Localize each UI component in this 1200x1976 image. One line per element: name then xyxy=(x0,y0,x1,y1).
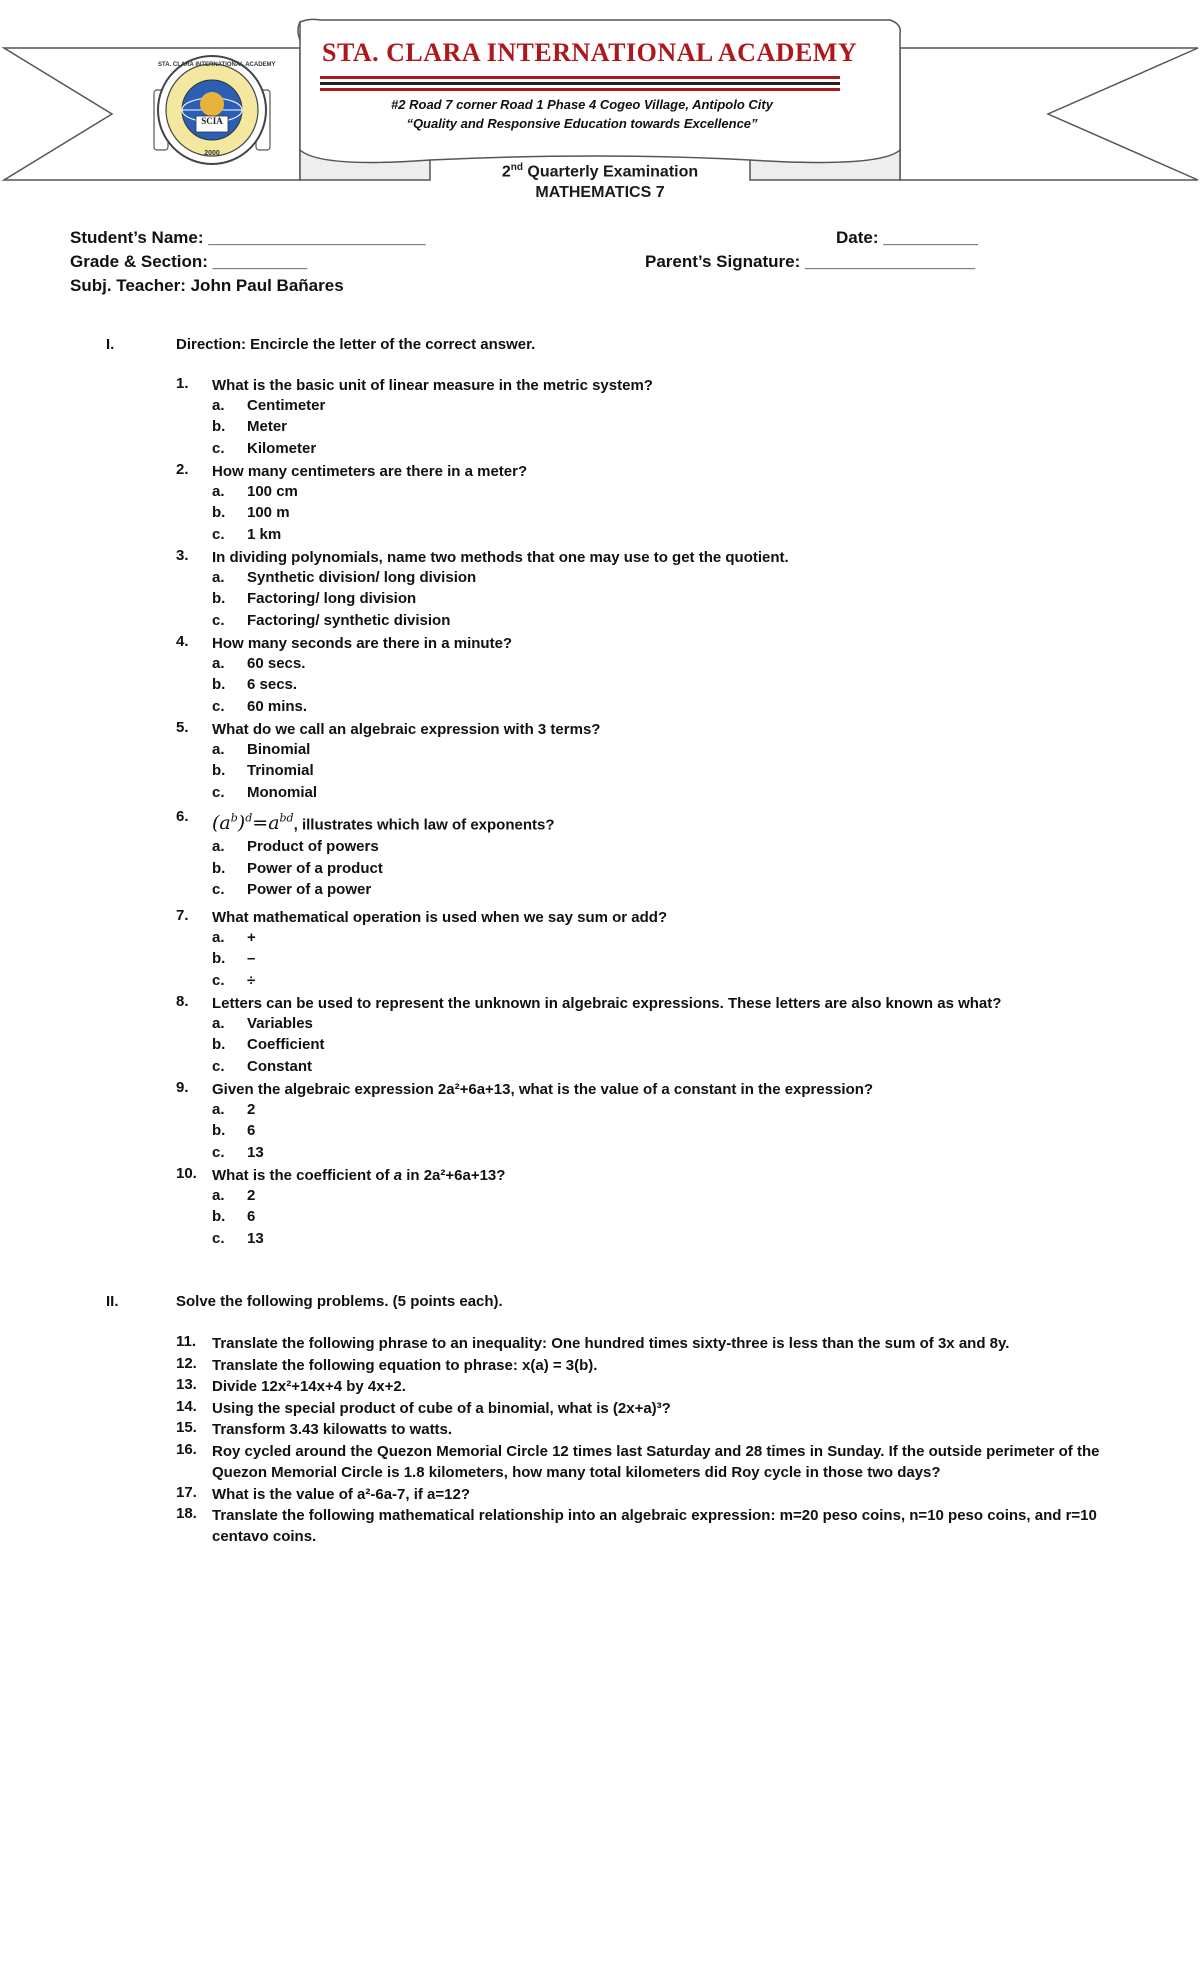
choice-text: Factoring/ long division xyxy=(247,590,417,607)
choice-letter: a. xyxy=(212,482,225,500)
formula-equals: = xyxy=(252,812,269,835)
formula-rhs-exp: bd xyxy=(279,812,294,825)
choice-text: 1 km xyxy=(247,525,282,543)
question-text-text-before: What is the coefficient of xyxy=(212,1167,394,1184)
formula-exp-outer: d xyxy=(245,812,253,825)
problem-text: Using the special product of cube of a binomial, what is (2x+a)³? xyxy=(212,1399,671,1417)
question-text-text-after: in 2a²+6a+13? xyxy=(402,1167,506,1184)
section-1-direction: Direction: Encircle the letter of the correct answer. xyxy=(176,336,536,353)
question-text: How many seconds are there in a minute? xyxy=(212,635,513,652)
problem-number: 18. xyxy=(176,1505,197,1522)
problem-text: Translate the following equation to phrase: x(a) = 3(b). xyxy=(212,1356,598,1374)
choice-letter: c. xyxy=(212,1057,225,1075)
choice-letter: c. xyxy=(212,1229,225,1247)
exponent-formula xyxy=(212,812,294,834)
choice-letter: b. xyxy=(212,1036,226,1053)
choice-text: 6 secs. xyxy=(247,676,298,693)
problem-text: Divide 12x²+14x+4 by 4x+2. xyxy=(212,1378,406,1395)
choice-text: Meter xyxy=(247,418,288,435)
question-text: Letters can be used to represent the unknown in algebraic expressions. These letters are also known as what? xyxy=(212,995,1002,1012)
formula-exp-inner: b xyxy=(230,812,238,825)
choice-letter: b. xyxy=(212,676,226,693)
choice-text: 60 mins. xyxy=(247,697,308,715)
choice-letter: b. xyxy=(212,762,226,779)
student-name-field[interactable]: Student’s Name: _______________________ xyxy=(70,228,426,247)
choice-text: Monomial xyxy=(247,783,317,801)
choice-text: Kilometer xyxy=(247,439,317,457)
choice-text: Constant xyxy=(247,1057,312,1075)
choice-text: 2 xyxy=(247,1186,256,1204)
section-2-direction: Solve the following problems. (5 points each). xyxy=(176,1293,503,1310)
problem-number: 13. xyxy=(176,1376,197,1393)
problem-number: 11. xyxy=(176,1333,197,1350)
choice-text: Binomial xyxy=(247,740,311,758)
paren-open: ( xyxy=(212,812,220,835)
choice-text: Product of powers xyxy=(247,838,379,855)
choice-text: – xyxy=(247,950,256,967)
choice-letter: a. xyxy=(212,396,225,414)
formula-rhs-base: a xyxy=(268,812,280,835)
choice-letter: c. xyxy=(212,525,225,543)
question-number: 10. xyxy=(176,1165,197,1182)
choice-letter: c. xyxy=(212,1143,225,1161)
problem-number: 14. xyxy=(176,1397,197,1415)
seal-year: 2000 xyxy=(204,150,220,157)
choice-text: + xyxy=(247,928,256,946)
choice-letter: b. xyxy=(212,590,226,607)
choice-letter: c. xyxy=(212,971,225,989)
question-text-rest: , illustrates which law of exponents? xyxy=(293,816,555,834)
choice-letter: a. xyxy=(212,838,225,855)
problem-number: 12. xyxy=(176,1354,197,1372)
subject-teacher: Subj. Teacher: John Paul Bañares xyxy=(70,276,344,295)
date-field[interactable]: Date: __________ xyxy=(836,228,978,247)
question-number: 5. xyxy=(176,719,189,736)
choice-text: 100 m xyxy=(247,504,290,521)
question-number: 2. xyxy=(176,461,189,478)
choice-letter: a. xyxy=(212,654,225,672)
choice-letter: b. xyxy=(212,1122,226,1139)
paren-close: ) xyxy=(237,812,246,835)
right-ribbon-tail xyxy=(900,48,1198,180)
choice-text: Power of a product xyxy=(247,859,383,877)
choice-text: Synthetic division/ long division xyxy=(247,568,477,586)
choice-text: 60 secs. xyxy=(247,654,306,672)
question-text: What is the basic unit of linear measure in the metric system? xyxy=(212,377,653,394)
choice-text: 13 xyxy=(247,1143,264,1161)
choice-text: Centimeter xyxy=(247,396,326,414)
quarter-suffix: nd xyxy=(510,162,523,173)
choice-text: 100 cm xyxy=(247,482,298,500)
question-number: 3. xyxy=(176,547,189,564)
choice-text: Coefficient xyxy=(247,1036,325,1053)
question-number: 8. xyxy=(176,993,189,1010)
problem-text: Roy cycled around the Quezon Memorial Circle 12 times last Saturday and 28 times in Sunday. If the outside perimeter of the Quezon Memorial Circle is 1.8 kilometers, how many total kilometers did Roy cycle in those two days? xyxy=(212,1442,1100,1481)
choice-letter: c. xyxy=(212,881,225,898)
problem-text: Transform 3.43 kilowatts to watts. xyxy=(212,1421,453,1438)
choice-letter: b. xyxy=(212,418,226,435)
formula-base: a xyxy=(219,812,231,835)
choice-letter: c. xyxy=(212,697,225,715)
question-number: 1. xyxy=(176,375,189,392)
problem-text: Translate the following phrase to an inequality: One hundred times sixty-three is less than the sum of 3x and 8y. xyxy=(212,1335,1010,1352)
problem-text: Translate the following mathematical relationship into an algebraic expression: m=20 peso coins, n=10 peso coins, and r=10 centavo coins. xyxy=(212,1507,1097,1545)
choice-letter: a. xyxy=(212,1100,225,1118)
question-number: 4. xyxy=(176,633,189,650)
choice-text: 6 xyxy=(247,1122,256,1139)
question-text xyxy=(212,1165,1132,1186)
choice-letter: b. xyxy=(212,859,226,877)
question-text xyxy=(212,808,1132,835)
exam-quarter-title xyxy=(0,162,1200,181)
quarter-label: Quarterly Examination xyxy=(522,163,699,181)
choice-text: ÷ xyxy=(247,971,256,989)
grade-section-field[interactable]: Grade & Section: __________ xyxy=(70,252,308,271)
school-motto: “Quality and Responsive Education towards Excellence” xyxy=(406,116,758,131)
choice-text: Power of a power xyxy=(247,881,372,898)
choice-text: 6 xyxy=(247,1208,256,1225)
question-number: 9. xyxy=(176,1079,189,1096)
school-name: STA. CLARA INTERNATIONAL ACADEMY xyxy=(322,38,858,67)
choice-text: Factoring/ synthetic division xyxy=(247,611,451,629)
school-address: #2 Road 7 corner Road 1 Phase 4 Cogeo Village, Antipolo City xyxy=(391,97,773,112)
choice-letter: c. xyxy=(212,783,225,801)
exam-subject: MATHEMATICS 7 xyxy=(535,184,665,201)
problem-number: 16. xyxy=(176,1440,197,1458)
choice-letter: a. xyxy=(212,1014,225,1032)
problem-number: 17. xyxy=(176,1483,197,1501)
problem-text: What is the value of a²-6a-7, if a=12? xyxy=(212,1485,470,1503)
seal-initials: SCIA xyxy=(201,116,223,126)
choice-letter: c. xyxy=(212,439,225,457)
section-1-number: I. xyxy=(106,336,115,353)
question-number: 7. xyxy=(176,907,189,924)
question-text: How many centimeters are there in a meter? xyxy=(212,463,528,480)
choice-letter: a. xyxy=(212,1186,225,1204)
question-text: What do we call an algebraic expression with 3 terms? xyxy=(212,721,601,738)
choice-text: 13 xyxy=(247,1229,264,1247)
question-text: Given the algebraic expression 2a²+6a+13, what is the value of a constant in the expression? xyxy=(212,1081,874,1098)
choice-letter: b. xyxy=(212,1208,226,1225)
choice-letter: b. xyxy=(212,504,226,521)
section-2-number: II. xyxy=(106,1293,119,1310)
question-text: What mathematical operation is used when we say sum or add? xyxy=(212,909,668,926)
question-text: In dividing polynomials, name two methods that one may use to get the quotient. xyxy=(212,549,789,566)
choice-text: 2 xyxy=(247,1100,256,1118)
parent-signature-field[interactable]: Parent’s Signature: __________________ xyxy=(645,252,976,271)
choice-text: Variables xyxy=(247,1014,313,1032)
quarter-number: 2 xyxy=(501,163,511,181)
choice-text: Trinomial xyxy=(247,762,314,779)
choice-letter: a. xyxy=(212,568,225,586)
problem-number: 15. xyxy=(176,1419,197,1436)
question-text-text-var: a xyxy=(393,1167,403,1184)
choice-letter: a. xyxy=(212,928,225,946)
question-number: 6. xyxy=(176,808,189,825)
seal-ring-text: STA. CLARA INTERNATIONAL ACADEMY xyxy=(158,62,276,68)
choice-letter: a. xyxy=(212,740,225,758)
choice-letter: c. xyxy=(212,611,225,629)
choice-letter: b. xyxy=(212,950,226,967)
